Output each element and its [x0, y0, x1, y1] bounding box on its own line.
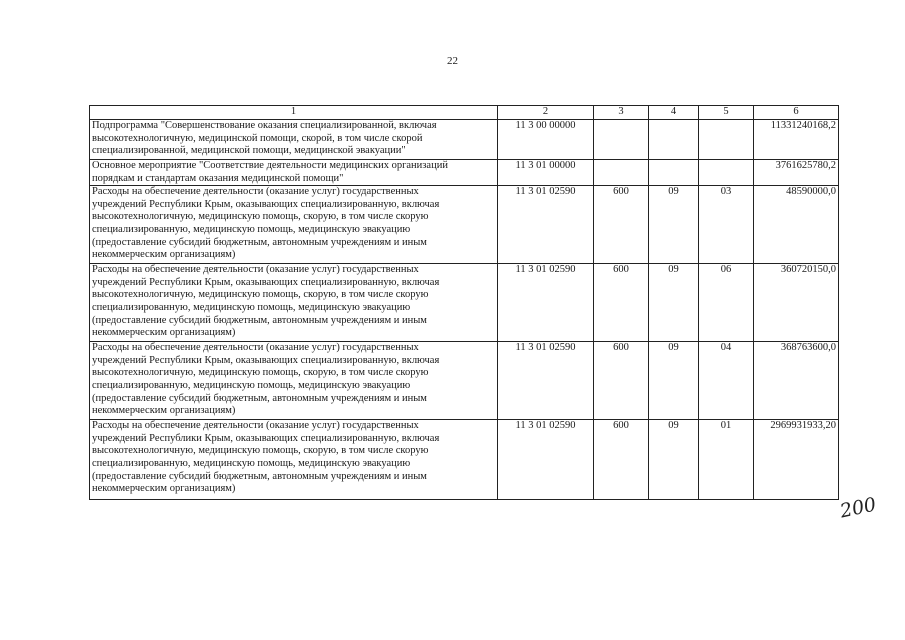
row-amount: 2969931933,20 — [754, 420, 839, 500]
column-header: 5 — [699, 106, 754, 120]
table-row — [90, 264, 839, 342]
row-subsection: 06 — [699, 264, 754, 342]
row-description: Расходы на обеспечение деятельности (оказание услуг) государственных учреждений Республики Крым, оказывающих специализированную, включая высокотехнологичную, медицинскую помощь, скорую, в том числе скорую специализированную, медицинскую помощь, медицинскую эвакуацию (предоставление субсидий бюджетным, автономным учреждениям и иным некоммерческим организациям) — [90, 264, 498, 342]
row-code: 11 3 01 00000 — [498, 160, 594, 186]
row-code: 11 3 01 02590 — [498, 420, 594, 500]
row-section: 09 — [649, 186, 699, 264]
table-row — [90, 342, 839, 420]
row-code: 11 3 01 02590 — [498, 264, 594, 342]
row-subsection: 03 — [699, 186, 754, 264]
page-number: 22 — [447, 55, 458, 67]
budget-table — [89, 105, 839, 500]
column-header: 1 — [90, 106, 498, 120]
table-row — [90, 160, 839, 186]
row-description: Основное мероприятие "Соответствие деятельности медицинских организаций порядкам и стандартам оказания медицинской помощи" — [90, 160, 498, 186]
row-expense-type — [594, 120, 649, 160]
row-code: 11 3 01 02590 — [498, 186, 594, 264]
row-subsection: 01 — [699, 420, 754, 500]
row-amount: 11331240168,2 — [754, 120, 839, 160]
row-amount: 368763600,0 — [754, 342, 839, 420]
row-section: 09 — [649, 342, 699, 420]
row-code: 11 3 01 02590 — [498, 342, 594, 420]
row-expense-type: 600 — [594, 342, 649, 420]
row-amount: 48590000,0 — [754, 186, 839, 264]
row-section — [649, 160, 699, 186]
row-section: 09 — [649, 264, 699, 342]
row-code: 11 3 00 00000 — [498, 120, 594, 160]
row-section — [649, 120, 699, 160]
column-header: 4 — [649, 106, 699, 120]
row-expense-type: 600 — [594, 420, 649, 500]
column-header: 2 — [498, 106, 594, 120]
column-header: 6 — [754, 106, 839, 120]
row-description: Расходы на обеспечение деятельности (оказание услуг) государственных учреждений Республики Крым, оказывающих специализированную, включая высокотехнологичную, медицинскую помощь, скорую, в том числе скорую специализированную, медицинскую помощь, медицинскую эвакуацию (предоставление субсидий бюджетным, автономным учреждениям и иным некоммерческим организациям) — [90, 342, 498, 420]
handwritten-page-mark: 200 — [838, 493, 879, 523]
table-row — [90, 420, 839, 500]
row-expense-type: 600 — [594, 264, 649, 342]
row-description: Расходы на обеспечение деятельности (оказание услуг) государственных учреждений Республики Крым, оказывающих специализированную, включая высокотехнологичную, медицинскую помощь, скорую, в том числе скорую специализированную, медицинскую помощь, медицинскую эвакуацию (предоставление субсидий бюджетным, автономным учреждениям и иным некоммерческим организациям) — [90, 186, 498, 264]
row-expense-type: 600 — [594, 186, 649, 264]
row-expense-type — [594, 160, 649, 186]
row-subsection: 04 — [699, 342, 754, 420]
row-amount: 3761625780,2 — [754, 160, 839, 186]
row-subsection — [699, 160, 754, 186]
table-row — [90, 186, 839, 264]
table-header-row — [90, 106, 839, 120]
row-subsection — [699, 120, 754, 160]
column-header: 3 — [594, 106, 649, 120]
row-amount: 360720150,0 — [754, 264, 839, 342]
row-section: 09 — [649, 420, 699, 500]
table-row — [90, 120, 839, 160]
row-description: Расходы на обеспечение деятельности (оказание услуг) государственных учреждений Республики Крым, оказывающих специализированную, включая высокотехнологичную, медицинскую помощь, скорую, в том числе скорую специализированную, медицинскую помощь, медицинскую эвакуацию (предоставление субсидий бюджетным, автономным учреждениям и иным некоммерческим организациям) — [90, 420, 498, 500]
row-description: Подпрограмма "Совершенствование оказания специализированной, включая высокотехнологичную, медицинской помощи, скорой, в том числе скорой специализированной, медицинской помощи, медицинской эвакуации" — [90, 120, 498, 160]
